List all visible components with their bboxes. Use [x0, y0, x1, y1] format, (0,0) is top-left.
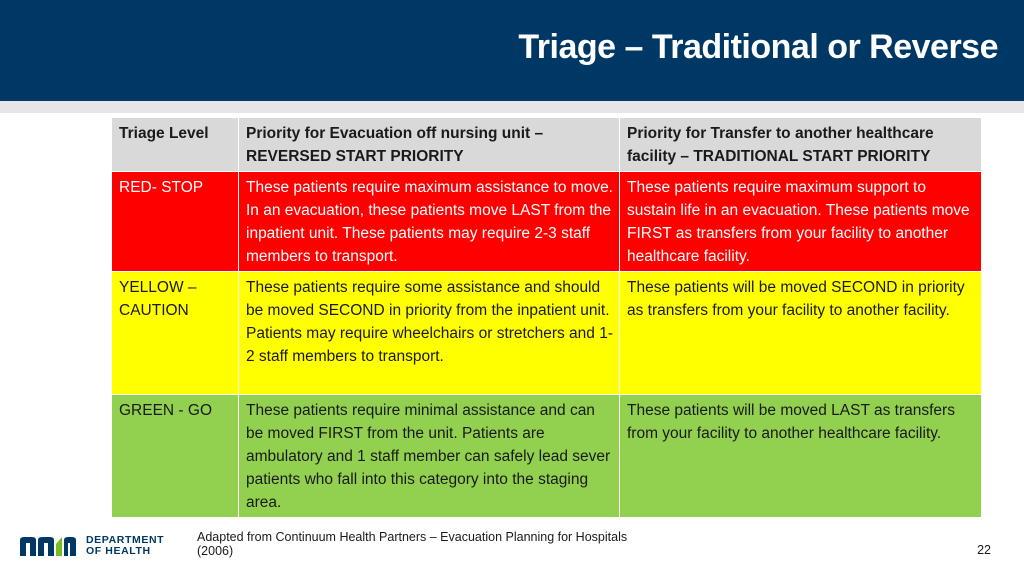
- evacuation-cell: These patients require some assistance and should be moved SECOND in priority from the inpatient unit. Patients may require wheelchairs or stretchers and 1-2 staff members to transport.: [239, 272, 620, 395]
- slide-title: Triage – Traditional or Reverse: [518, 28, 998, 66]
- header-evacuation-priority: Priority for Evacuation off nursing unit – REVERSED START PRIORITY: [239, 118, 620, 172]
- table-row-red: [112, 172, 982, 272]
- transfer-cell: These patients will be moved SECOND in priority as transfers from your facility to another facility.: [620, 272, 982, 395]
- transfer-cell: These patients will be moved LAST as transfers from your facility to another healthcare facility.: [620, 395, 982, 518]
- evacuation-cell: These patients require minimal assistance and can be moved FIRST from the unit. Patients are ambulatory and 1 staff member can safely lead sever patients who fall into this category into the staging area.: [239, 395, 620, 518]
- page-number: 22: [977, 543, 991, 557]
- logo-line-1: DEPARTMENT: [86, 534, 165, 546]
- table-row-green: [112, 395, 982, 518]
- title-bar-underline: [0, 101, 1024, 113]
- mn-logo-icon: [18, 534, 78, 558]
- logo-wordmark: [86, 535, 164, 557]
- logo-line-2: OF HEALTH: [86, 545, 151, 557]
- triage-table: [111, 117, 982, 518]
- level-cell: YELLOW – CAUTION: [112, 272, 239, 395]
- mn-department-of-health-logo: [18, 533, 164, 559]
- table-header-row: [112, 118, 982, 172]
- header-triage-level: Triage Level: [112, 118, 239, 172]
- evacuation-cell: These patients require maximum assistance to move. In an evacuation, these patients move LAST from the inpatient unit. These patients may require 2-3 staff members to transport.: [239, 172, 620, 272]
- level-cell: RED- STOP: [112, 172, 239, 272]
- transfer-cell: These patients require maximum support to sustain life in an evacuation. These patients move FIRST as transfers from your facility to another healthcare facility.: [620, 172, 982, 272]
- header-transfer-priority: Priority for Transfer to another healthcare facility – TRADITIONAL START PRIORITY: [620, 118, 982, 172]
- level-cell: GREEN - GO: [112, 395, 239, 518]
- table-row-yellow: [112, 272, 982, 395]
- source-citation: Adapted from Continuum Health Partners – Evacuation Planning for Hospitals (2006): [197, 530, 628, 558]
